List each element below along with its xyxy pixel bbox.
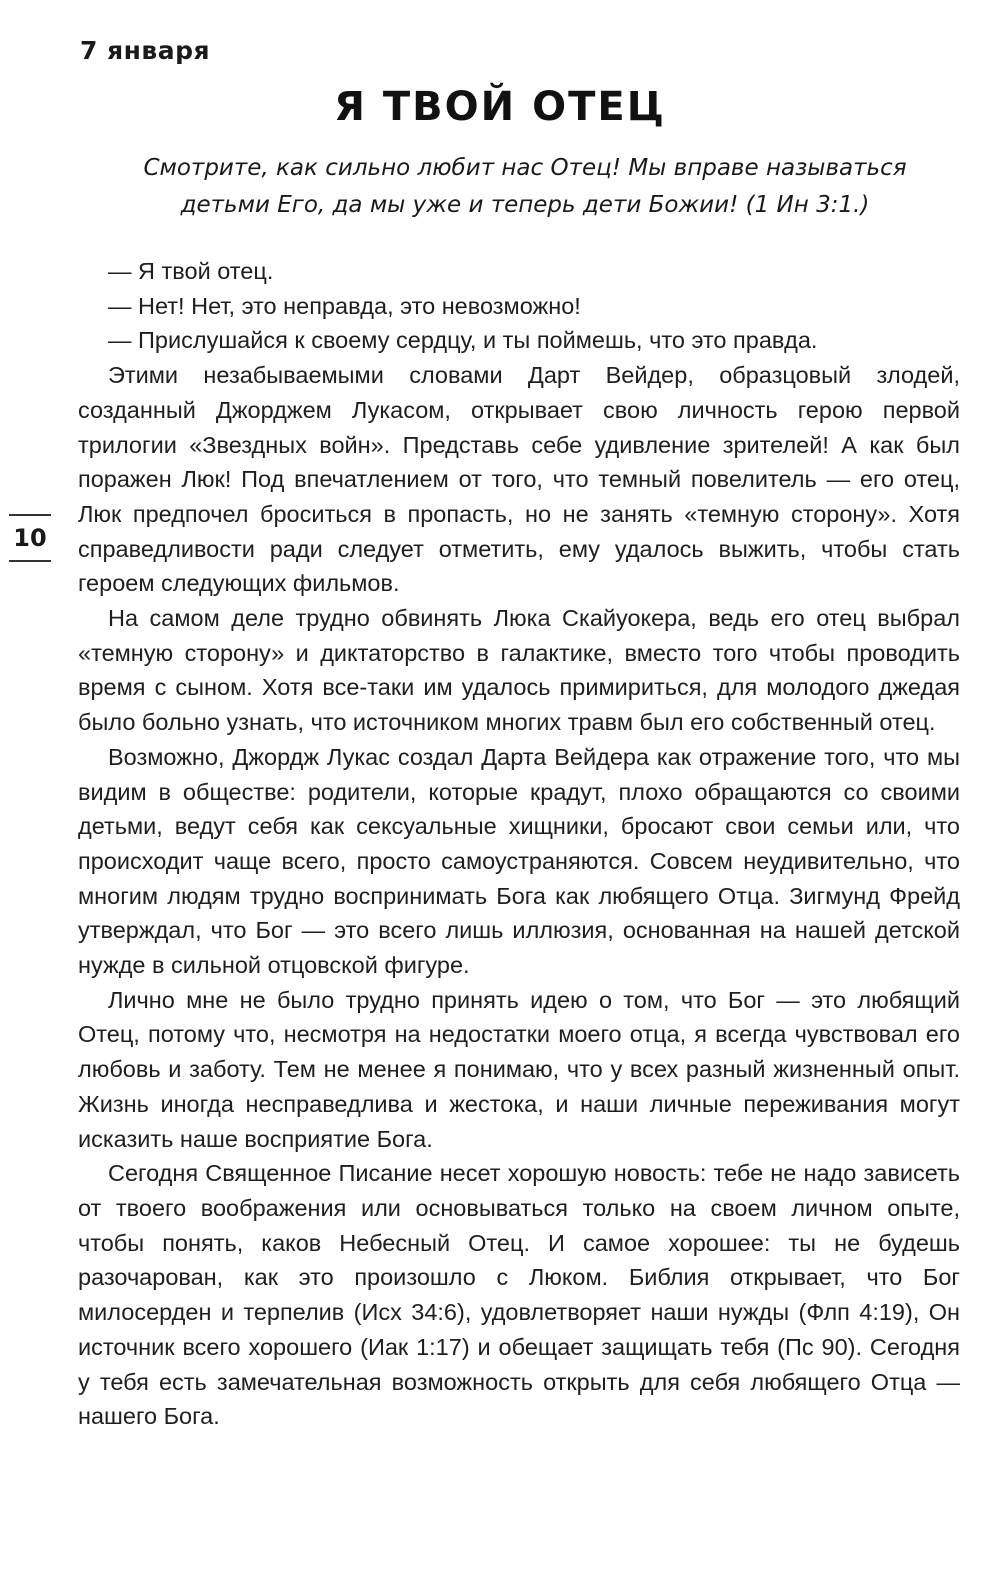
page-number-marker [5, 514, 55, 562]
body-paragraph: Этими незабываемыми словами Дарт Вейдер, образцовый злодей, созданный Джорджем Лукасом, открывает свою личность герою первой трилогии «Звездных войн». Представь себе удивление зрителей! А как был поражен Люк! Под впечатлением от того, что темный повелитель — его отец, Люк предпочел броситься в пропасть, но не занять «темную сторону». Хотя справедливости ради следует отметить, ему удалось выжить, чтобы стать героем следующих фильмов. [78, 362, 960, 597]
dialog-line: — Прислушайся к своему сердцу, и ты поймешь, что это правда. [108, 327, 818, 354]
page-number: 10 [13, 524, 47, 552]
dialog-line: — Нет! Нет, это неправда, это невозможно! [108, 292, 581, 319]
body-paragraph: Возможно, Джордж Лукас создал Дарта Вейдера как отражение того, что мы видим в обществе: родители, которые крадут, плохо обращаются со своими детьми, ведут себя как сексуальные хищники, бросают свои семьи или, что происходит чаще всего, просто самоустраняются. Совсем неудивительно, что многим людям трудно воспринимать Бога как любящего Отца. Зигмунд Фрейд утверждал, что Бог — это всего лишь иллюзия, основанная на нашей детской нужде в сильной отцовской фигуре. [78, 743, 960, 979]
dialog-line: — Я твой отец. [108, 258, 274, 284]
epigraph-quote: Смотрите, как сильно любит нас Отец! Мы вправе называться детьми Его, да мы уже и теперь дети Божии! (1 Ин 3:1.) [143, 155, 907, 218]
body-paragraph: Сегодня Священное Писание несет хорошую новость: тебе не надо зависеть от твоего воображения или основываться только на своем личном опыте, чтобы понять, каков Небесный Отец. И самое хорошее: ты не будешь разочарован, как это произошло с Люком. Библия открывает, что Бог милосерден и терпелив (Исх 34:6), удовлетворяет наши нужды (Флп 4:19), Он источник всего хорошего (Иак 1:17) и обещает защищать тебя (Пс 90). Сегодня у тебя есть замечательная возможность открыть для себя любящего Отца — нашего Бога. [78, 1160, 960, 1430]
page-title: Я ТВОЙ ОТЕЦ [334, 84, 666, 130]
date-heading: 7 января [80, 36, 211, 65]
article-body [78, 254, 960, 1434]
body-paragraph: На самом деле трудно обвинять Люка Скайуокера, ведь его отец выбрал «темную сторону» и диктаторство в галактике, вместо того чтобы проводить время с сыном. Хотя все-таки им удалось примириться, для молодого джедая было больно узнать, что источником многих травм был его собственный отец. [78, 605, 960, 736]
page-number-rule-bottom [9, 560, 51, 562]
body-paragraph: Лично мне не было трудно принять идею о том, что Бог — это любящий Отец, потому что, несмотря на недостатки моего отца, я всегда чувствовал его любовь и заботу. Тем не менее я понимаю, что у всех разный жизненный опыт. Жизнь иногда несправедлива и жестока, и наши личные переживания могут исказить наше восприятие Бога. [78, 986, 960, 1152]
